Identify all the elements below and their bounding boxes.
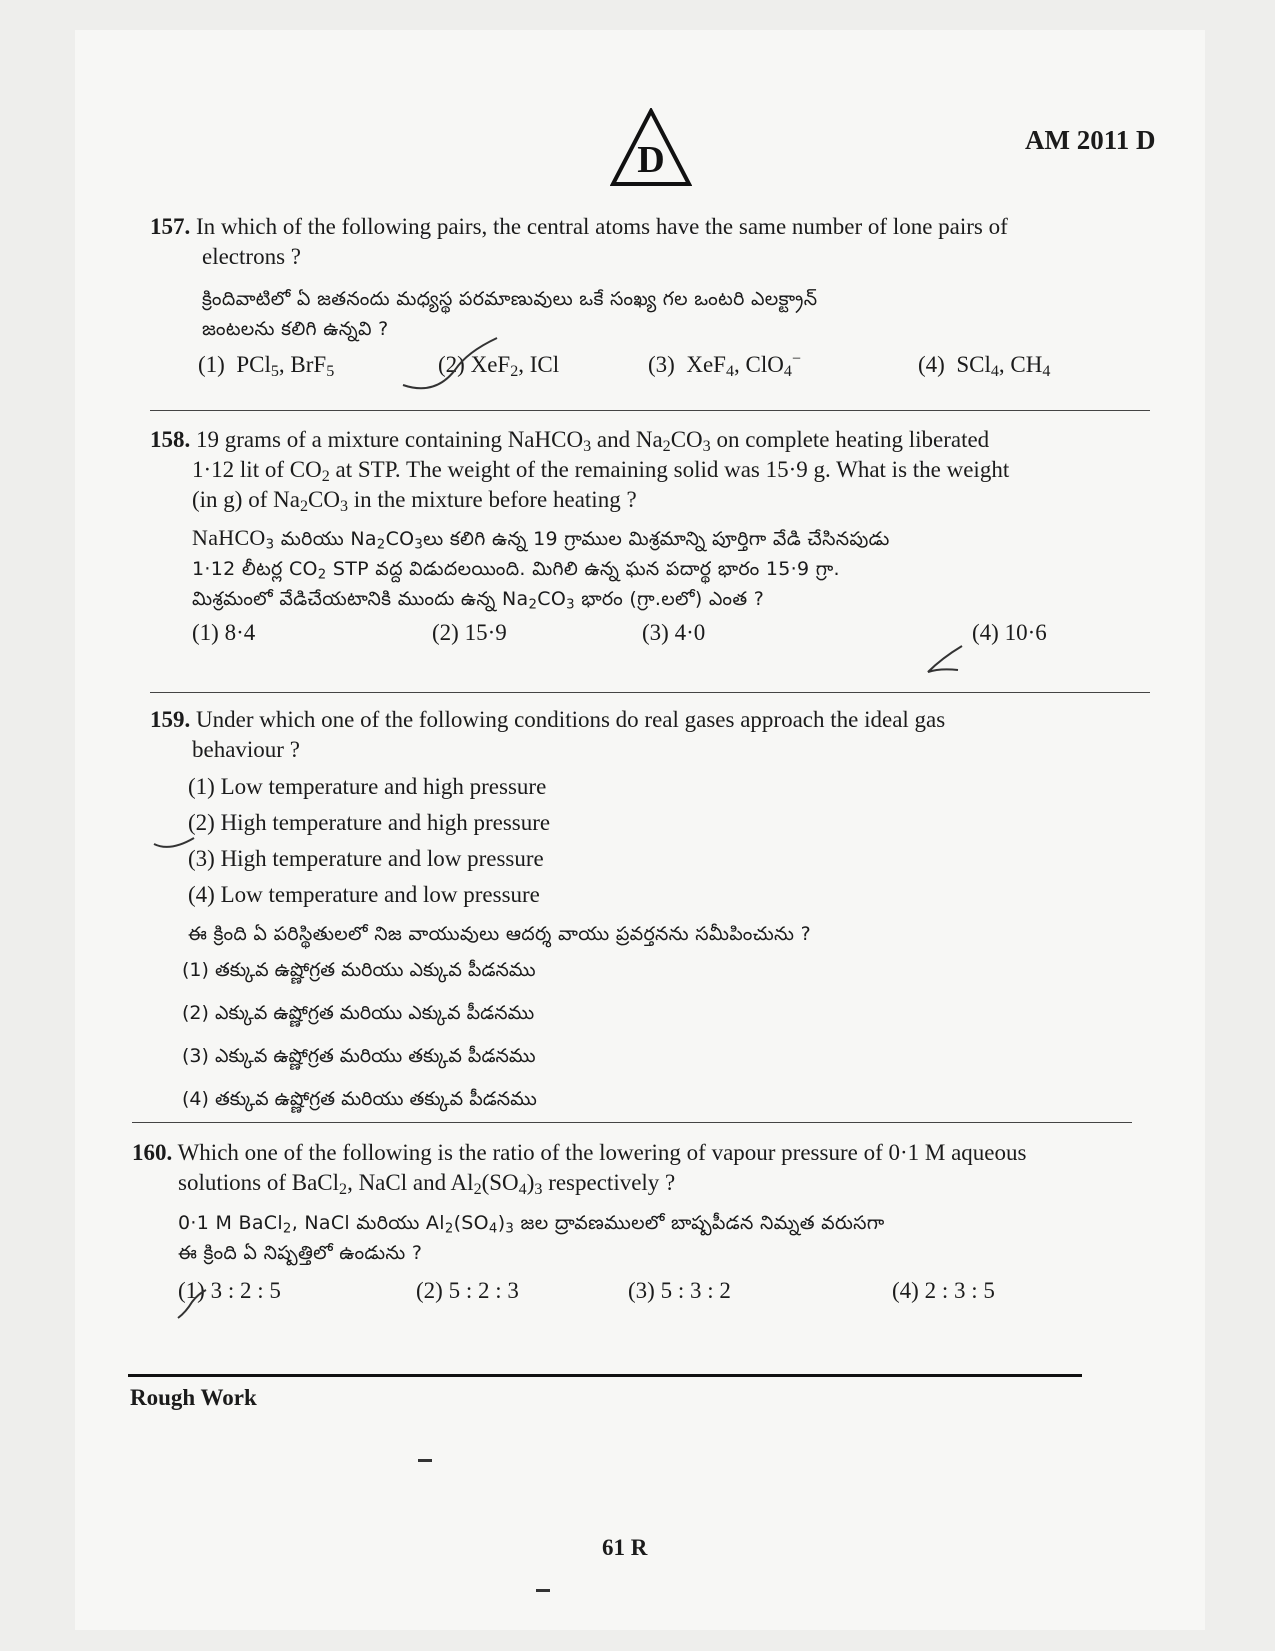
booklet-series-logo [610,108,692,193]
booklet-letter: D [637,139,665,181]
option-1[interactable]: (1) Low temperature and high pressure [188,774,547,799]
question-number: 160. [132,1140,173,1165]
option-1[interactable]: (1) PCl$_5$, BrF$_5$ [198,352,335,381]
option-3[interactable]: (3) XeF$_4$, ClO$_4$− [648,350,801,381]
options [132,1278,1132,1304]
options [150,350,1150,381]
option-1[interactable]: (1) 8·4 [192,620,256,645]
option-3[interactable]: (3) 5 : 3 : 2 [628,1278,731,1303]
option-3-telugu[interactable]: (3) ఎక్కువ ఉష్ణోగ్రత మరియు తక్కువ పీడనము [182,1045,536,1067]
option-2[interactable]: (2) 15·9 [432,620,507,645]
option-3[interactable]: (3) 4·0 [642,620,706,645]
option-4[interactable]: (4) 2 : 3 : 5 [892,1278,995,1303]
question-number: 158. [150,427,191,452]
option-2[interactable]: (2) 5 : 2 : 3 [416,1278,519,1303]
option-4[interactable]: (4) Low temperature and low pressure [188,882,540,907]
option-4[interactable]: (4) 10·6 [972,620,1047,645]
question-157 [150,212,1150,381]
divider [132,1122,1132,1123]
option-2[interactable]: (2) XeF$_2$, ICl [438,352,560,381]
option-2[interactable]: (2) High temperature and high pressure [188,810,551,835]
option-1[interactable]: (1) 3 : 2 : 5 [178,1278,281,1303]
scan-mark [536,1589,550,1592]
answer-tick-mark [395,330,505,400]
scan-mark [418,1459,432,1462]
question-text: electrons ? [202,244,301,269]
question-159: 159. Under which one of the following conditions do real gases approach the ideal gas behaviour ? (1) Low temperature and high pressure (2) High temperature and high pressure (3) High temperature and low pressure (4) Low temperature and low pressure ఈ క్రింది ఏ పరిస్థితులలో నిజ వాయువులు ఆదర్శ వాయు ప్రవర్తనను సమీపించును ? (1) తక్కువ ఉష్ణోగ్రత మరియు ఎక్కువ పీడనము (2) ఎక్కువ ఉష్ణోగ్రత మరియు ఎక్కువ పీడనము (3) ఎక్కువ ఉష్ణోగ్రత మరియు తక్కువ పీడనము (4) తక్కువ ఉష్ణోగ్రత మరియు తక్కువ పీడనము [150,705,1150,1121]
question-number: 159. [150,707,191,732]
options [150,620,1150,646]
options-english [150,769,1150,913]
question-text: In which of the following pairs, the central atoms have the same number of lone pairs of [196,214,1008,239]
option-4-telugu[interactable]: (4) తక్కువ ఉష్ణోగ్రత మరియు తక్కువ పీడనము [182,1088,537,1110]
option-4[interactable]: (4) SCl$_4$, $CH_4$ [918,352,1051,381]
question-160: 160. Which one of the following is the ratio of the lowering of vapour pressure of 0·1 M aqueous solutions of BaCl$_2$, NaCl and $Al_2(SO_4)_3$ respectively ? 0·1 M BaCl$_2$, NaCl మరియు $Al_2(SO_4)_3$ జల ద్రావణములలో బాష్పపీడన నిమ్నత వరుసగా ఈ క్రింది ఏ నిష్పత్తిలో ఉండును ? (1) 3 : 2 : 5 (2) 5 : 2 : 3 (3) 5 : 3 : 2 (4) 2 : 3 : 5 [132,1138,1132,1304]
divider [150,692,1150,693]
question-text-telugu: జంటలను కలిగి ఉన్నవి ? [202,318,389,340]
question-158: 158. 19 grams of a mixture containing NaHCO$_3$ and $Na_2CO_3$ on complete heating liberated 1·12 lit of $CO_2$ at STP. The weight of the remaining solid was 15·9 g. What is the weight (in g) of $Na_2CO_3$ in the mixture before heating ? NaHCO$_3$ మరియు $Na_2CO_3లు$ కలిగి ఉన్న 19 గ్రాముల మిశ్రమాన్ని పూర్తిగా వేడి చేసినపుడు 1·12 లీటర్ల $CO_2$ STP వద్ద విడుదలయింది. మిగిలి ఉన్న ఘన పదార్థ భారం 15·9 గ్రా. మిశ్రమంలో వేడిచేయటానికి ముందు ఉన్న $Na_2CO_3$ భారం (గ్రా.లలో) ఎంత ? (1) 8·4 (2) 15·9 (3) 4·0 (4) 10·6 [150,425,1150,646]
rough-work-label: Rough Work [130,1385,257,1410]
option-3[interactable]: (3) High temperature and low pressure [188,846,544,871]
answer-tick-mark [920,640,970,680]
question-text-telugu: క్రిందివాటిలో ఏ జతనందు మధ్యస్థ పరమాణువులు ఒకే సంఖ్య గల ఒంటరి ఎలక్ట్రాన్ [202,288,818,310]
rough-work-divider [128,1374,1082,1377]
question-text-telugu: ఈ క్రింది ఏ పరిస్థితులలో నిజ వాయువులు ఆదర్శ వాయు ప్రవర్తనను సమీపించును ? [188,923,811,945]
divider [150,410,1150,411]
answer-tick-mark [172,1288,212,1324]
options-telugu [150,949,1150,1121]
option-2-telugu[interactable]: (2) ఎక్కువ ఉష్ణోగ్రత మరియు ఎక్కువ పీడనము [182,1002,535,1024]
option-1-telugu[interactable]: (1) తక్కువ ఉష్ణోగ్రత మరియు ఎక్కువ పీడనము [182,959,536,981]
answer-tick-mark [150,828,200,858]
paper-code: AM 2011 D [1025,125,1156,155]
page-number: 61 R [602,1535,648,1560]
question-number: 157. [150,214,191,239]
